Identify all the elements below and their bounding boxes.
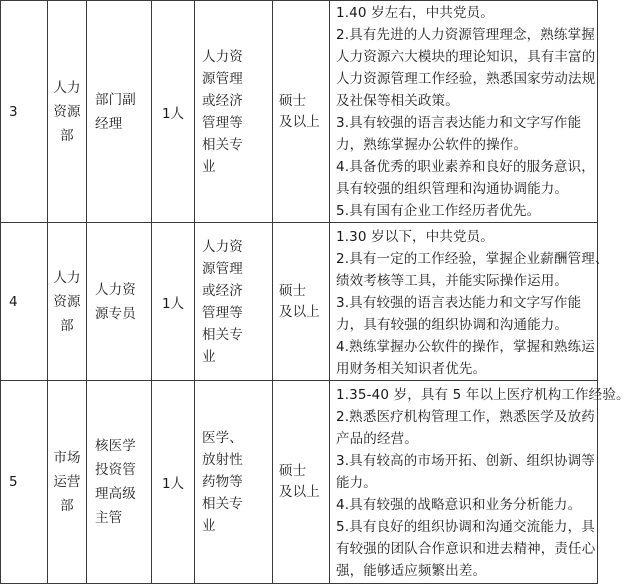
requirement-line: 力，熟练掌握办公软件的操作。 [336, 137, 528, 153]
department-cell [48, 223, 87, 381]
requirement-line: 1.40 岁左右，中共党员。 [336, 5, 494, 21]
requirement-line: 及社保等相关政策。 [336, 93, 459, 109]
requirements-cell [330, 223, 609, 381]
requirements-cell [330, 381, 630, 584]
requirement-line: 产品的经营。 [336, 431, 418, 447]
department-line: 资源 [53, 103, 81, 120]
table-row [1, 1, 598, 223]
major-line: 药物等 [202, 474, 243, 490]
major-line: 相关专 [202, 136, 243, 153]
education-cell [273, 381, 330, 584]
row-number: 5 [1, 381, 48, 584]
position-line: 部门副 [95, 91, 136, 108]
major-line: 管理等 [202, 114, 243, 131]
requirement-line: 2.熟悉医疗机构管理工作，熟悉医学及放药 [336, 409, 595, 425]
position-cell [87, 1, 152, 223]
education-line: 硕士 [279, 282, 307, 299]
major-cell [195, 381, 273, 584]
row-number: 3 [1, 1, 48, 223]
position-cell [87, 381, 152, 584]
department-line: 人力 [53, 269, 81, 286]
headcount-cell: 1人 [152, 223, 195, 381]
major-line: 人力资 [202, 48, 243, 65]
major-line: 相关专 [202, 496, 243, 512]
position-line: 源专员 [95, 305, 136, 322]
requirement-line: 有较强的团队合作意识和进去精神，责任心 [336, 541, 596, 557]
headcount-cell: 1人 [152, 381, 195, 584]
row-number: 4 [1, 223, 48, 381]
table-row [1, 381, 598, 584]
education-line: 及以上 [279, 303, 320, 320]
requirement-line: 强，能够适应频繁出差。 [336, 563, 487, 579]
requirement-line: 5.具有国有企业工作经历者优先。 [336, 203, 541, 219]
major-line: 业 [202, 158, 216, 175]
requirement-line: 4.具备优秀的职业素养和良好的服务意识， [336, 159, 595, 175]
major-line: 源管理 [202, 70, 243, 87]
requirement-line: 1.30 岁以下，中共党员。 [336, 229, 494, 245]
major-line: 管理等 [202, 304, 243, 321]
requirement-line: 具有较强的组织管理和沟通协调能力。 [336, 181, 569, 197]
requirement-line: 4.具有较强的战略意识和业务分析能力。 [336, 497, 582, 513]
department-line: 人力 [53, 79, 81, 96]
position-line: 经理 [95, 115, 123, 132]
major-cell [195, 223, 273, 381]
major-line: 医学、 [202, 430, 243, 446]
requirement-line: 4.熟练掌握办公软件的操作，掌握和熟练运 [336, 339, 595, 355]
requirements-cell [330, 1, 598, 223]
department-cell [48, 381, 87, 584]
major-line: 源管理 [202, 260, 243, 277]
major-line: 业 [202, 518, 216, 534]
requirement-line: 2.具有一定的工作经验，掌握企业薪酬管理、 [336, 251, 609, 267]
education-line: 硕士 [279, 92, 307, 109]
department-line: 部 [60, 127, 74, 144]
major-line: 放射性 [202, 452, 243, 468]
department-line: 资源 [53, 293, 81, 310]
requirement-line: 人力资源管理工作经验，熟悉国家劳动法规 [336, 71, 596, 87]
department-line: 运营 [53, 474, 81, 490]
department-line: 部 [60, 317, 74, 334]
requirement-line: 1.35-40 岁，具有 5 年以上医疗机构工作经验。 [336, 387, 630, 403]
requirement-line: 3.具有较强的语言表达能力和文字写作能 [336, 115, 582, 131]
requirement-line: 用财务相关知识者优先。 [336, 361, 487, 377]
table-row [1, 223, 598, 381]
position-line: 核医学 [95, 438, 136, 454]
requirement-line: 绩效考核等工具，并能实际操作运用。 [336, 273, 569, 289]
major-line: 或经济 [202, 92, 243, 109]
headcount-cell: 1人 [152, 1, 195, 223]
requirement-line: 力，具有较强的组织协调和沟通能力。 [336, 317, 569, 333]
position-cell [87, 223, 152, 381]
requirement-line: 2.具有先进的人力资源管理理念，熟练掌握 [336, 27, 595, 43]
major-line: 或经济 [202, 282, 243, 299]
education-line: 硕士 [279, 463, 307, 479]
major-line: 人力资 [202, 238, 243, 255]
major-cell [195, 1, 273, 223]
major-line: 相关专 [202, 326, 243, 343]
requirement-line: 3.具有较高的市场开拓、创新、组织协调等 [336, 453, 595, 469]
department-line: 部 [60, 498, 74, 514]
requirement-line: 能力。 [336, 475, 377, 491]
major-line: 业 [202, 348, 216, 365]
requirement-line: 3.具有较强的语言表达能力和文字写作能 [336, 295, 582, 311]
requirement-line: 人力资源六大模块的理论知识，具有丰富的 [336, 49, 596, 65]
department-line: 市场 [53, 450, 81, 466]
education-line: 及以上 [279, 484, 320, 500]
department-cell [48, 1, 87, 223]
position-line: 理高级 [95, 486, 136, 502]
position-line: 投资管 [95, 462, 136, 478]
education-cell [273, 223, 330, 381]
education-cell [273, 1, 330, 223]
position-line: 主管 [95, 510, 123, 526]
education-line: 及以上 [279, 113, 320, 130]
requirement-line: 5.具有良好的组织协调和沟通交流能力，具 [336, 519, 595, 535]
position-line: 人力资 [95, 281, 136, 298]
